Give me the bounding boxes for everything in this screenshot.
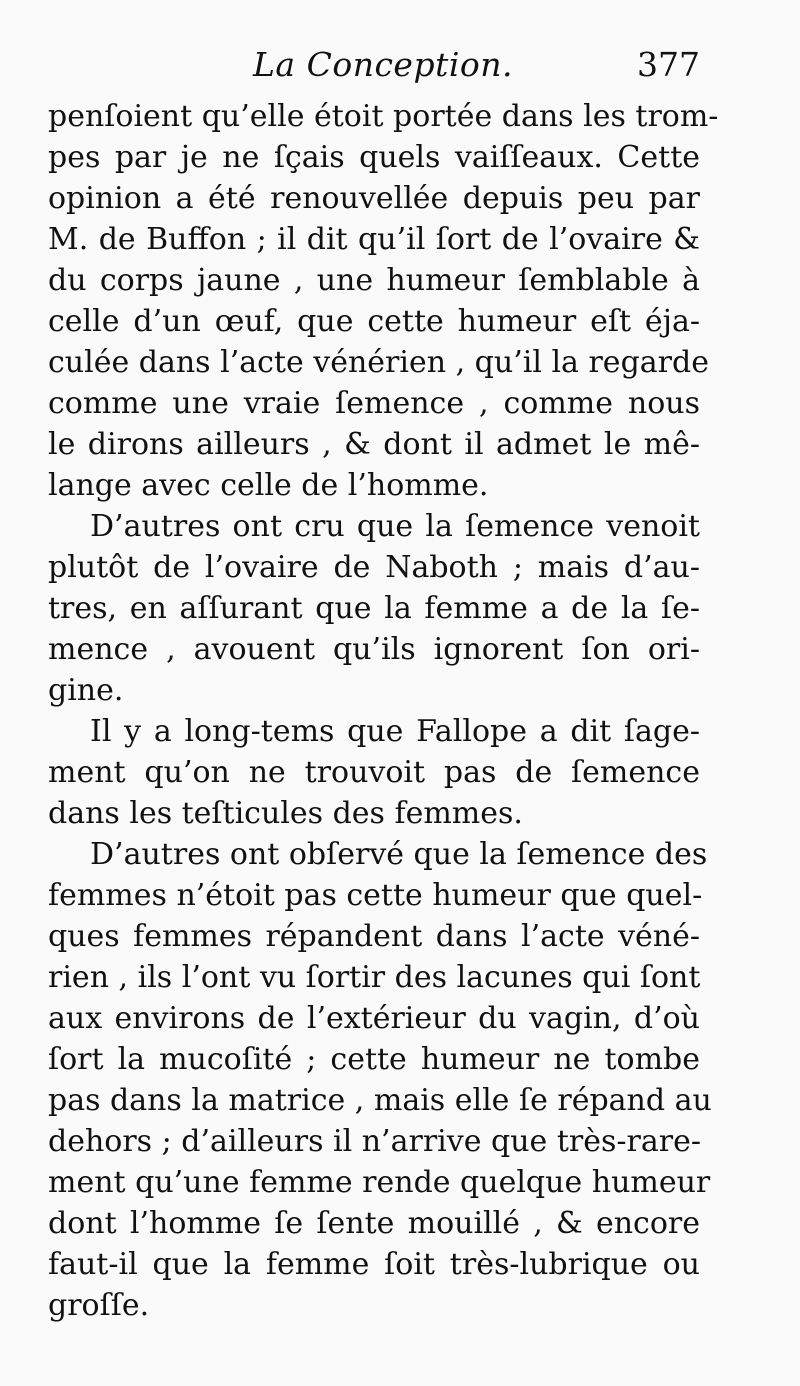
- text-line: gine.: [48, 673, 124, 708]
- text-line: dehors ; d’ailleurs il n’arrive que très-rare-: [48, 1124, 701, 1159]
- text-line: plutôt de l’ovaire de Naboth ; mais d’au-: [48, 550, 700, 585]
- text-line: ment qu’on ne trouvoit pas de ſemence: [48, 755, 700, 790]
- text-line: dont l’homme ſe ſente mouillé , & encore: [48, 1206, 700, 1241]
- text-line: dans les teſticules des femmes.: [48, 796, 523, 831]
- paragraph-first-line: Il y a long-tems que Fallope a dit ſage-: [90, 714, 700, 749]
- body-text: [48, 96, 719, 1326]
- text-line: aux environs de l’extérieur du vagin, d’où: [48, 1001, 700, 1036]
- page-number: 377: [637, 45, 700, 84]
- text-line: M. de Buffon ; il dit qu’il ſort de l’ovaire &: [48, 222, 700, 257]
- text-line: pas dans la matrice , mais elle ſe répand au: [48, 1083, 712, 1118]
- text-line: penſoient qu’elle étoit portée dans les trom-: [48, 99, 719, 134]
- text-line: ques femmes répandent dans l’acte véné-: [48, 919, 700, 954]
- text-line: rien , ils l’ont vu ſortir des lacunes qui ſont: [48, 960, 701, 995]
- text-line: lange avec celle de l’homme.: [48, 468, 489, 503]
- page-header: [48, 40, 700, 90]
- text-line: culée dans l’acte vénérien , qu’il la regarde: [48, 345, 709, 380]
- text-line: celle d’un œuf, que cette humeur eſt éja-: [48, 304, 700, 339]
- text-line: pes par je ne ſçais quels vaiſſeaux. Cette: [48, 140, 700, 175]
- text-line: ſort la mucoſité ; cette humeur ne tombe: [48, 1042, 700, 1077]
- running-title: La Conception.: [253, 45, 514, 84]
- text-line: mence , avouent qu’ils ignorent ſon ori-: [48, 632, 700, 667]
- text-line: groſſe.: [48, 1288, 150, 1323]
- text-line: femmes n’étoit pas cette humeur que quel-: [48, 878, 703, 913]
- text-line: le dirons ailleurs , & dont il admet le mê-: [48, 427, 700, 462]
- text-line: faut-il que la femme ſoit très-lubrique ou: [48, 1247, 700, 1282]
- paragraph-first-line: D’autres ont obſervé que la ſemence des: [90, 837, 708, 872]
- text-line: du corps jaune , une humeur ſemblable à: [48, 263, 700, 298]
- text-line: comme une vraie ſemence , comme nous: [48, 386, 700, 421]
- text-line: tres, en aſſurant que la femme a de la ſe-: [48, 591, 700, 626]
- text-line: opinion a été renouvellée depuis peu par: [48, 181, 700, 216]
- text-line: ment qu’une femme rende quelque humeur: [48, 1165, 711, 1200]
- paragraph-first-line: D’autres ont cru que la ſemence venoit: [90, 509, 700, 544]
